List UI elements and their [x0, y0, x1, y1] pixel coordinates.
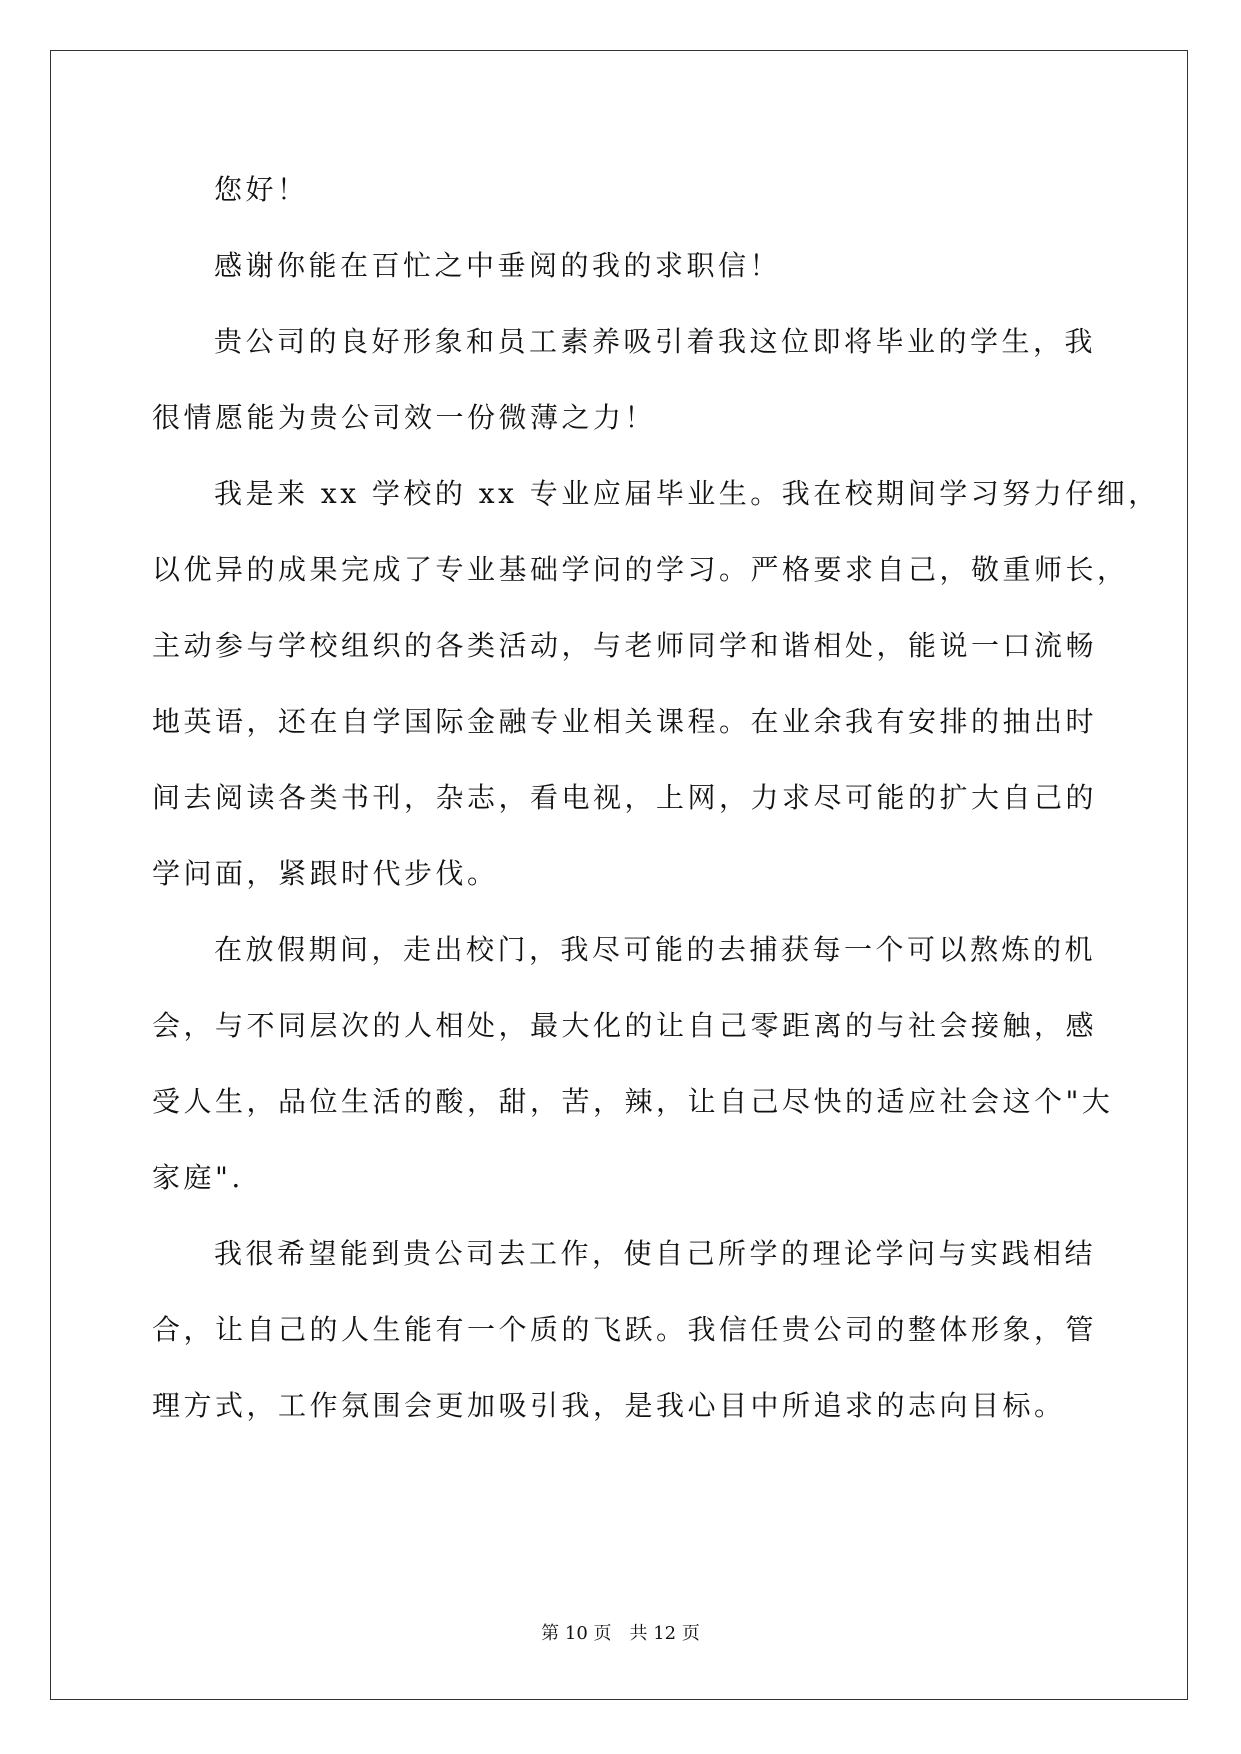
text-line: 我是来 xx 学校的 xx 专业应届毕业生。我在校期间学习努力仔细，: [214, 477, 1160, 510]
text-line: 学问面，紧跟时代步伐。: [152, 857, 499, 890]
text-line: 合，让自己的人生能有一个质的飞跃。我信任贵公司的整体形象，管: [152, 1313, 1098, 1346]
text-line: 会，与不同层次的人相处，最大化的让自己零距离的与社会接触，感: [152, 1009, 1098, 1042]
text-line: 您好！: [214, 173, 309, 206]
text-line: 以优异的成果完成了专业基础学问的学习。严格要求自己，敬重师长，: [152, 553, 1129, 586]
text-line: 很情愿能为贵公司效一份微薄之力！: [152, 401, 657, 434]
text-line: 家庭".: [152, 1161, 244, 1194]
text-line: 间去阅读各类书刊，杂志，看电视，上网，力求尽可能的扩大自己的: [152, 781, 1098, 814]
page-number-footer: 第 10 页 共 12 页: [541, 1623, 700, 1644]
text-line: 主动参与学校组织的各类活动，与老师同学和谐相处，能说一口流畅: [152, 629, 1098, 662]
text-line: 理方式，工作氛围会更加吸引我，是我心目中所追求的志向目标。: [152, 1389, 1066, 1422]
text-line: 在放假期间，走出校门，我尽可能的去捕获每一个可以熬炼的机: [214, 933, 1097, 966]
text-line: 贵公司的良好形象和员工素养吸引着我这位即将毕业的学生，我: [214, 325, 1097, 358]
text-line: 受人生，品位生活的酸，甜，苦，辣，让自己尽快的适应社会这个"大: [152, 1085, 1114, 1118]
text-line: 我很希望能到贵公司去工作，使自己所学的理论学问与实践相结: [214, 1237, 1097, 1270]
text-line: 感谢你能在百忙之中垂阅的我的求职信！: [214, 249, 782, 282]
text-line: 地英语，还在自学国际金融专业相关课程。在业余我有安排的抽出时: [152, 705, 1098, 738]
